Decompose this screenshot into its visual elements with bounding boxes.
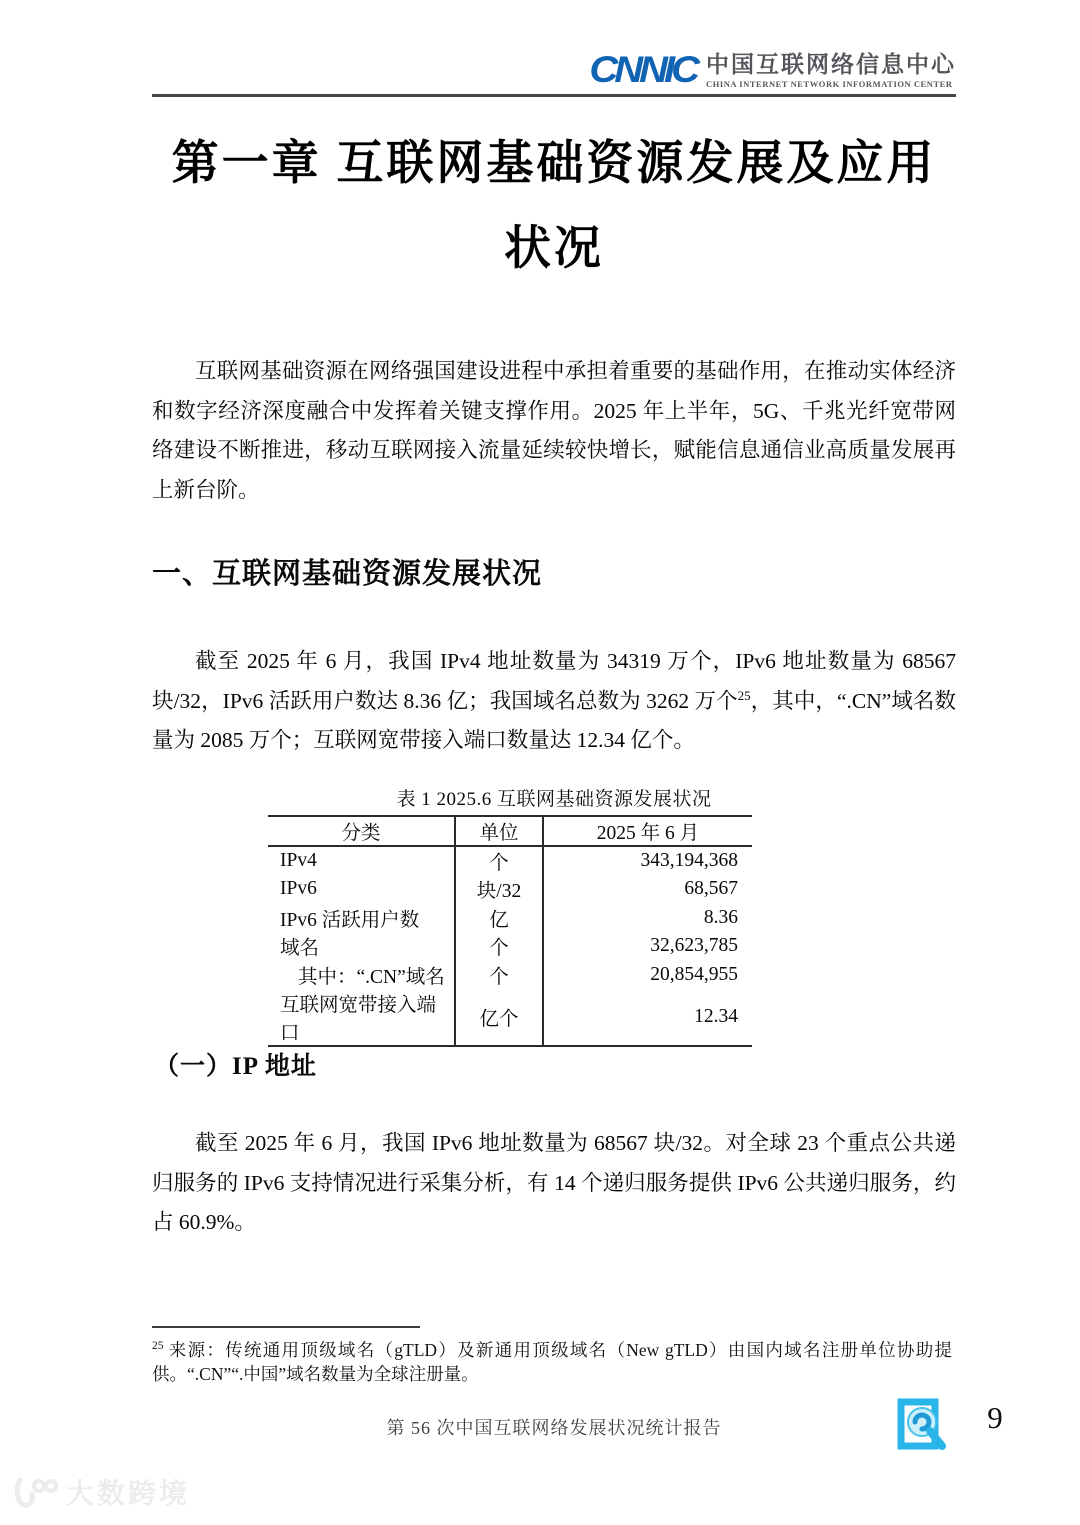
watermark-text: 大数跨境	[66, 1478, 191, 1509]
table-row: 域名 个 32,623,785	[268, 932, 752, 961]
footnote-block	[152, 1326, 952, 1386]
subsection-heading-ip: （一）IP 地址	[154, 1053, 317, 1080]
resources-table-body	[268, 846, 752, 1046]
cnnic-wordmark-icon: CNNIC	[589, 49, 696, 91]
table-header-row	[268, 816, 752, 846]
page-header	[152, 50, 956, 97]
chapter-title	[152, 122, 956, 292]
table-row: IPv6 块/32 68,567	[268, 875, 752, 904]
section-heading-basic-resources: 一、互联网基础资源发展状况	[152, 558, 543, 590]
watermark-logo-icon	[12, 1474, 58, 1510]
table-row: 互联网宽带接入端口 亿个 12.34	[268, 989, 752, 1046]
col-header-value: 2025 年 6 月	[596, 823, 700, 844]
footer-report-title: 第 56 次中国互联网络发展状况统计报告	[386, 1418, 722, 1438]
footnote-text	[152, 1338, 952, 1386]
footnote-content: 来源：传统通用顶级域名（gTLD）及新通用顶级域名（New gTLD）由国内域名注册单位协助提供。“.CN”“.中国”域名数量为全球注册量。	[152, 1340, 952, 1384]
org-name-en: CHINA INTERNET NETWORK INFORMATION CENTER	[706, 79, 953, 89]
org-name-cn: 中国互联网络信息中心	[706, 51, 956, 77]
table-caption: 表 1 2025.6 互联网基础资源发展状况	[396, 789, 712, 810]
col-header-category: 分类	[268, 816, 455, 846]
resources-paragraph-text-cont: ，其中，“.CN”域名数量为 2085 万个；互联网宽带接入端口数量达 12.34 亿个。	[152, 688, 956, 752]
footnote-ref-25: 25	[737, 687, 751, 703]
table-row: 其中：“.CN”域名 个 20,854,955	[268, 961, 752, 990]
footnote-separator	[152, 1326, 420, 1328]
resources-table	[268, 815, 752, 1047]
table-row: IPv6 活跃用户数 亿 8.36	[268, 904, 752, 933]
resources-paragraph	[152, 642, 956, 761]
chapter-title-line2: 状况	[504, 223, 604, 275]
chapter-title-line1: 第一章 互联网基础资源发展及应用	[171, 138, 937, 190]
cnnic-logo	[589, 50, 956, 90]
table-row: IPv4 个 343,194,368	[268, 846, 752, 875]
resources-paragraph-text: 截至 2025 年 6 月，我国 IPv4 地址数量为 34319 万个，IPv6 地址数量为 68567 块/32，IPv6 活跃用户数达 8.36 亿；我国域名总数为 3262 万个	[152, 649, 956, 713]
col-header-unit: 单位	[455, 816, 543, 846]
watermark	[12, 1472, 190, 1512]
resources-table-head	[268, 816, 752, 846]
intro-paragraph: 互联网基础资源在网络强国建设进程中承担着重要的基础作用，在推动实体经济和数字经济深度融合中发挥着关键支撑作用。2025 年上半年，5G、千兆光纤宽带网络建设不断推进，移动互联网接入流量延续较快增长，赋能信息通信业高质量发展再上新台阶。	[152, 359, 956, 502]
page-number: 9	[987, 1400, 1003, 1435]
report-logo-icon	[897, 1398, 949, 1456]
footnote-number: 25	[152, 1340, 164, 1353]
ip-paragraph: 截至 2025 年 6 月，我国 IPv6 地址数量为 68567 块/32。对全球 23 个重点公共递归服务的 IPv6 支持情况进行采集分析，有 14 个递归服务提供 IPv6 公共递归服务，约占 60.9%。	[152, 1131, 956, 1234]
org-names	[706, 51, 956, 89]
